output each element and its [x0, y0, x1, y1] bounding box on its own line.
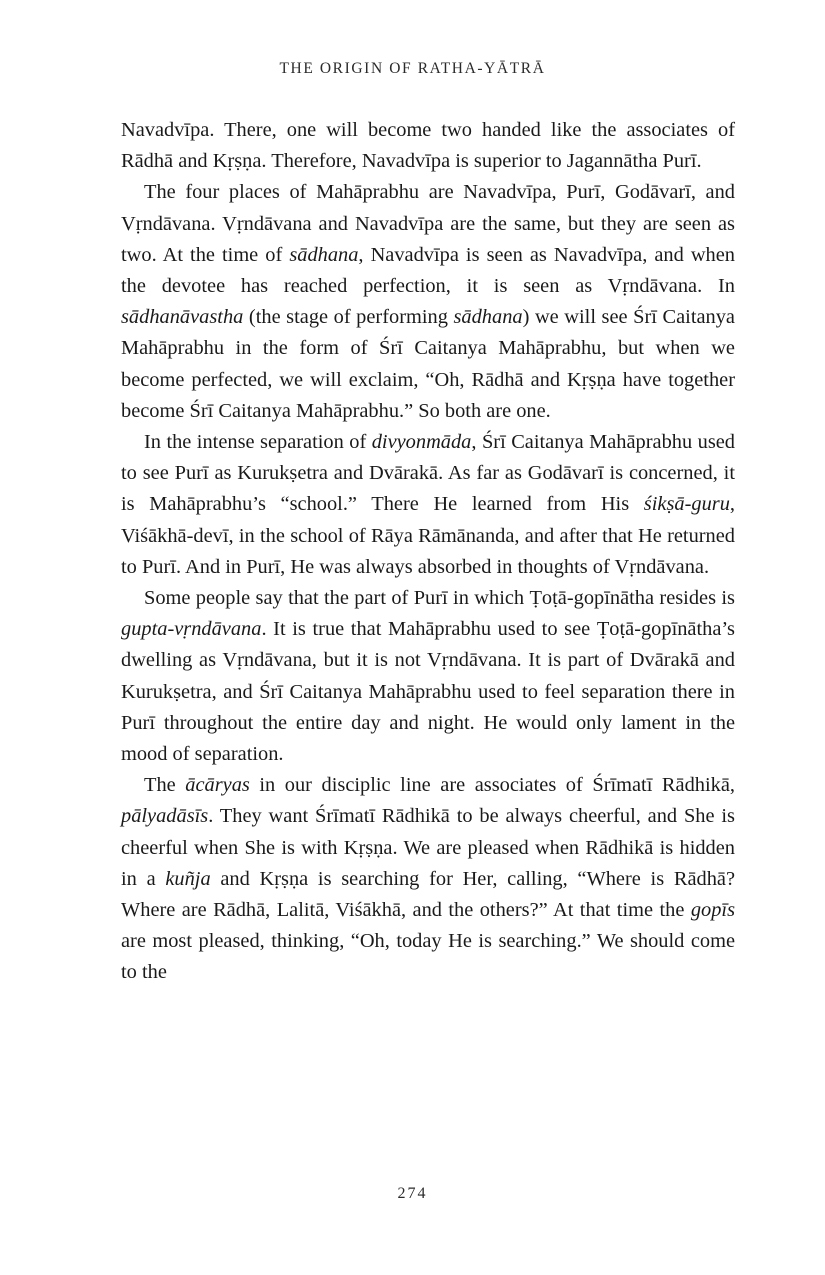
italic-term: sādhana	[289, 243, 359, 266]
running-head-title: THE ORIGIN OF RATHA-YĀTRĀ	[279, 60, 546, 77]
paragraph-4: Some people say that the part of Purī in which Ṭoṭā-gopīnātha resides is gupta-vṛndāvana. It is true that Mahāprabhu used to see Ṭoṭā-gopīnātha’s dwelling as Vṛndāvana, but it is not Vṛndāvana. It is part of Dvārakā and Kurukṣetra, and Śrī Caitanya Mahāprabhu used to feel separation there in Purī throughout the entire day and night. He would only lament in the mood of separation.	[121, 587, 735, 766]
body-text	[121, 115, 735, 989]
italic-term: śikṣā-guru	[643, 493, 730, 516]
italic-term: gopīs	[690, 899, 735, 922]
paragraph-2: The four places of Mahāprabhu are Navadvīpa, Purī, Godāvarī, and Vṛndāvana. Vṛndāvana and Navadvīpa are the same, but they are seen as two. At the time of sādhana, Navadvīpa is seen as Navadvīpa, and when the devotee has reached perfection, it is seen as Vṛndāvana. In sādhanāvastha (the stage of performing sādhana) we will see Śrī Caitanya Mahāprabhu in the form of Śrī Caitanya Mahāprabhu, but when we become perfected, we will exclaim, “Oh, Rādhā and Kṛṣṇa have together become Śrī Caitanya Mahāprabhu.” So both are one.	[121, 181, 735, 422]
paragraph-1: Navadvīpa. There, one will become two handed like the associates of Rādhā and Kṛṣṇa. Therefore, Navadvīpa is superior to Jagannātha Purī.	[121, 119, 735, 173]
italic-term: gupta-vṛndāvana	[121, 618, 262, 641]
italic-term: sādhana	[453, 306, 523, 329]
italic-term: divyonmāda	[371, 431, 472, 454]
paragraph-5: The ācāryas in our disciplic line are associates of Śrīmatī Rādhikā, pālyadāsīs. They want Śrīmatī Rādhikā to be always cheerful, and She is cheerful when She is with Kṛṣṇa. We are pleased when Rādhikā is hidden in a kuñja and Kṛṣṇa is searching for Her, calling, “Where is Rādhā? Where are Rādhā, Lalitā, Viśākhā, and the others?” At that time the gopīs are most pleased, thinking, “Oh, today He is searching.” We should come to the	[121, 774, 735, 984]
paragraph-3: In the intense separation of divyonmāda, Śrī Caitanya Mahāprabhu used to see Purī as Kurukṣetra and Dvārakā. As far as Godāvarī is concerned, it is Mahāprabhu’s “school.” There He learned from His śikṣā-guru, Viśākhā-devī, in the school of Rāya Rāmānanda, and after that He returned to Purī. And in Purī, He was always absorbed in thoughts of Vṛndāvana.	[121, 431, 736, 578]
page-number: 274	[397, 1185, 428, 1202]
italic-term: ācāryas	[185, 774, 250, 797]
italic-term: sādhanāvastha	[121, 306, 244, 329]
italic-term: pālyadāsīs	[121, 805, 209, 828]
italic-term: kuñja	[165, 867, 211, 890]
